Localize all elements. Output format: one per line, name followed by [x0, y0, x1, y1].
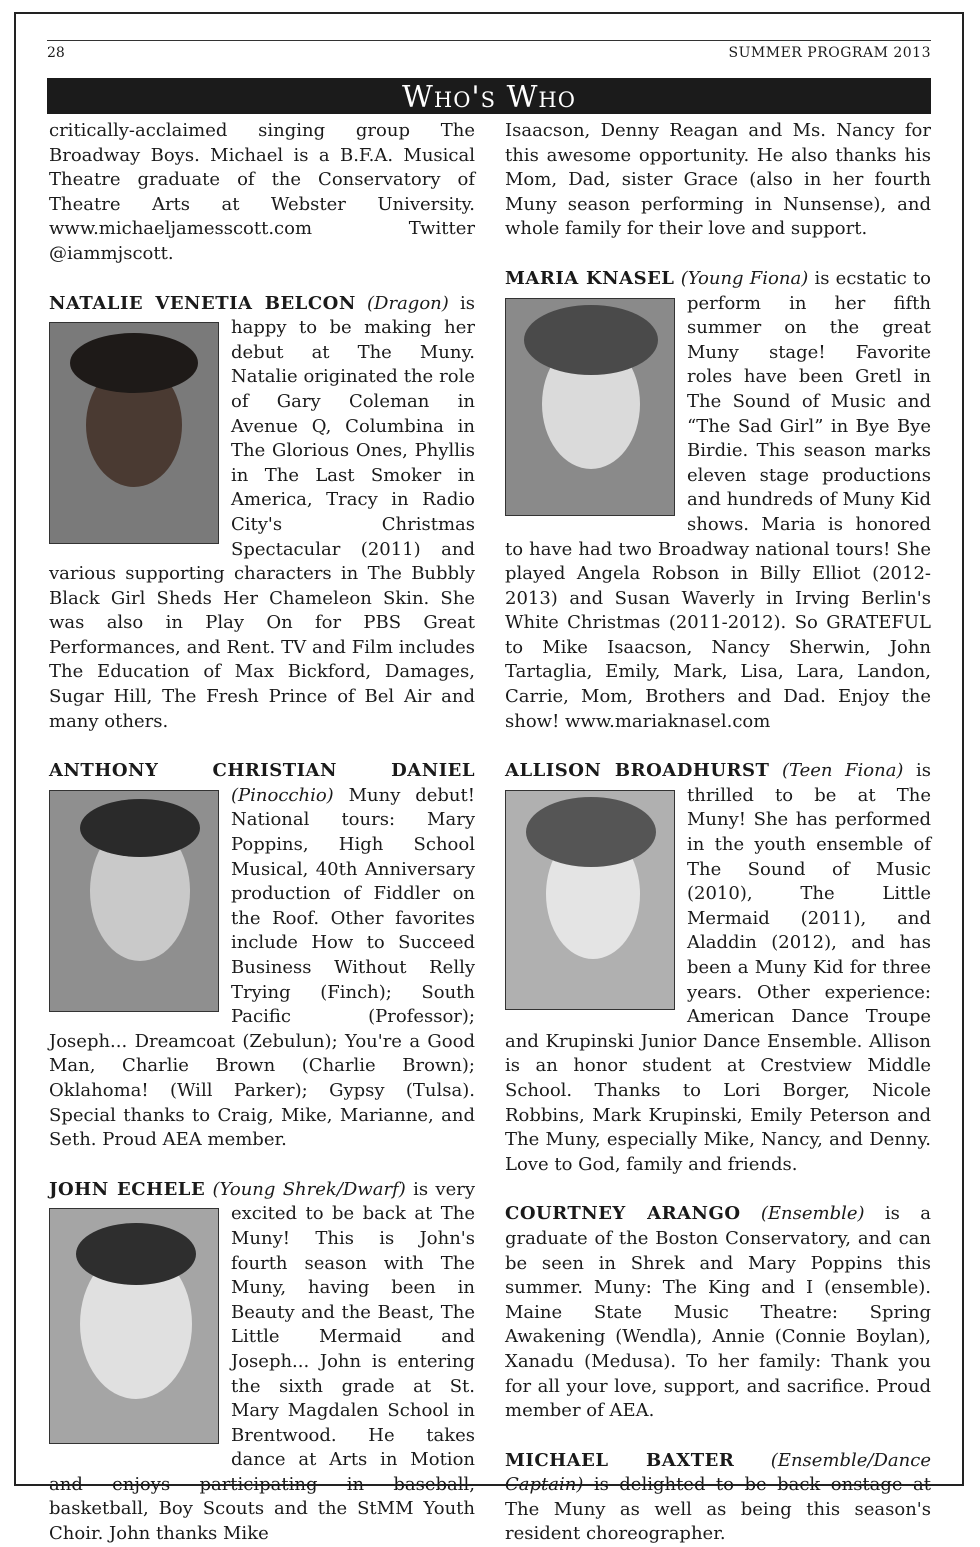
bio-entry [505, 267, 931, 734]
performer-role: (Teen Fiona) [781, 760, 904, 782]
bio-entry [49, 759, 475, 1153]
bio-entry [505, 1202, 931, 1423]
bio-entry [505, 759, 931, 1177]
continuation-text: Isaacson, Denny Reagan and Ms. Nancy for this awesome opportunity. He also thanks his Mom, Dad, sister Grace (also in her fourth Muny season performing in Nunsense), and whole family for their love and support. [505, 120, 931, 240]
right-column [505, 119, 931, 1547]
headshot-photo [505, 790, 675, 1010]
performer-role: (Dragon) [367, 292, 449, 314]
bio-text: is very excited to be back at The Muny! This is John's fourth season with The Muny, having been in Beauty and the Beast, The Little Mermaid and Joseph... John is entering the sixth grade at St. Mary Magdalen School in Brentwood. He takes dance at Arts in Motion and enjoys participating in baseball, basketball, Boy Scouts and the StMM Youth Choir. John thanks Mike [49, 1178, 475, 1545]
hair-shape [76, 1223, 196, 1285]
hair-shape [80, 799, 200, 857]
performer-name: ALLISON BROADHURST [505, 760, 770, 782]
performer-name: MICHAEL BAXTER [505, 1449, 735, 1471]
bio-text: Muny debut! National tours: Mary Poppins, High School Musical, 40th Anniversary production of Fiddler on the Roof. Other favorites include How to Succeed Business Without Relly Trying (Finch); South Pacific (Professor); Joseph... Dreamcoat (Zebulun); You're a Good Man, Charlie Brown (Charlie Brown); Oklahoma! (Will Parker); Gypsy (Tulsa). Special thanks to Craig, Mike, Marianne, and Seth. Proud AEA member. [49, 784, 475, 1151]
performer-role: (Pinocchio) [231, 784, 334, 806]
headshot-photo [49, 1208, 219, 1444]
performer-name: NATALIE VENETIA BELCON [49, 292, 356, 314]
bio-entry [49, 1178, 475, 1547]
performer-name: MARIA KNASEL [505, 267, 675, 289]
bio-text: is thrilled to be at The Muny! She has performed in the youth ensemble of The Sound of Music (2010), The Little Mermaid (2011), and Aladdin (2012), and has been a Muny Kid for three years. Other experience: American Dance Troupe and Krupinski Junior Dance Ensemble. Allison is an honor student at Crestview Middle School. Thanks to Lori Borger, Nicole Robbins, Mark Krupinski, Emily Peterson and The Muny, especially Mike, Nancy, and Denny. Love to God, family and friends. [505, 760, 931, 1175]
banner-title: Who's Who [402, 80, 576, 115]
performer-name: COURTNEY ARANGO [505, 1203, 741, 1225]
bio-text: is happy to be making her debut at The Muny. Natalie originated the role of Gary Coleman in Avenue Q, Columbina in The Glorious Ones, Phyllis in The Last Smoker in America, Tracy in Radio City's Christmas Spectacular (2011) and various supporting characters in The Bubbly Black Girl Sheds Her Chameleon Skin. She was also in Play On for PBS Great Performances, and Rent. TV and Film includes The Education of Max Bickford, Damages, Sugar Hill, The Fresh Prince of Bel Air and many others. [49, 292, 475, 732]
page-number: 28 [47, 45, 65, 61]
hair-shape [526, 797, 656, 867]
performer-name: JOHN ECHELE [49, 1178, 206, 1200]
headshot-photo [49, 790, 219, 1012]
bio-text: is delighted to be back onstage at The Muny as well as being this season's resident choreographer. [505, 1474, 931, 1545]
bio-text: is ecstatic to perform in her fifth summer on the great Muny stage! Favorite roles have been Gretl in The Sound of Music and “The Sad Girl” in Bye Bye Birdie. This season marks eleven stage productions and hundreds of Muny Kid shows. Maria is honored to have had two Broadway national tours! She played Angela Robson in Billy Elliot (2012-2013) and Susan Waverly in Irving Berlin's White Christmas (2011-2012). So GRATEFUL to Mike Isaacson, Nancy Sherwin, John Tartaglia, Emily, Mark, Lisa, Lara, Landon, Carrie, Mom, Brothers and Dad. Enjoy the show! www.mariaknasel.com [505, 267, 931, 732]
headshot-photo [505, 298, 675, 516]
intro-text: critically-acclaimed singing group The Broadway Boys. Michael is a B.F.A. Musical Theatre graduate of the Conservatory of Theatre Arts at Webster University. www.michaeljamesscott.com Twitter @iammjscott. [49, 120, 475, 264]
bio-entry [505, 1449, 931, 1547]
program-title: SUMMER PROGRAM 2013 [728, 45, 931, 61]
bio-entry [49, 292, 475, 735]
header-rule [47, 40, 931, 41]
performer-role: (Young Shrek/Dwarf) [212, 1178, 406, 1200]
performer-role: (Young Fiona) [680, 267, 809, 289]
hair-shape [524, 305, 658, 375]
performer-role: (Ensemble/Dance Captain) [505, 1449, 931, 1496]
hair-shape [70, 333, 198, 393]
bio-text: is a graduate of the Boston Conservatory, and can be seen in Shrek and Mary Poppins this summer. Muny: The King and I (ensemble). Maine State Music Theatre: Spring Awakening (Wendla), Annie (Connie Boylan), Xanadu (Medusa). To her family: Thank you for all your love, support, and sacrifice. Proud member of AEA. [505, 1203, 931, 1422]
section-banner [47, 78, 931, 114]
headshot-photo [49, 322, 219, 544]
performer-role: (Ensemble) [760, 1203, 865, 1225]
performer-name: ANTHONY CHRISTIAN DANIEL [49, 760, 475, 782]
left-column [49, 119, 475, 1547]
